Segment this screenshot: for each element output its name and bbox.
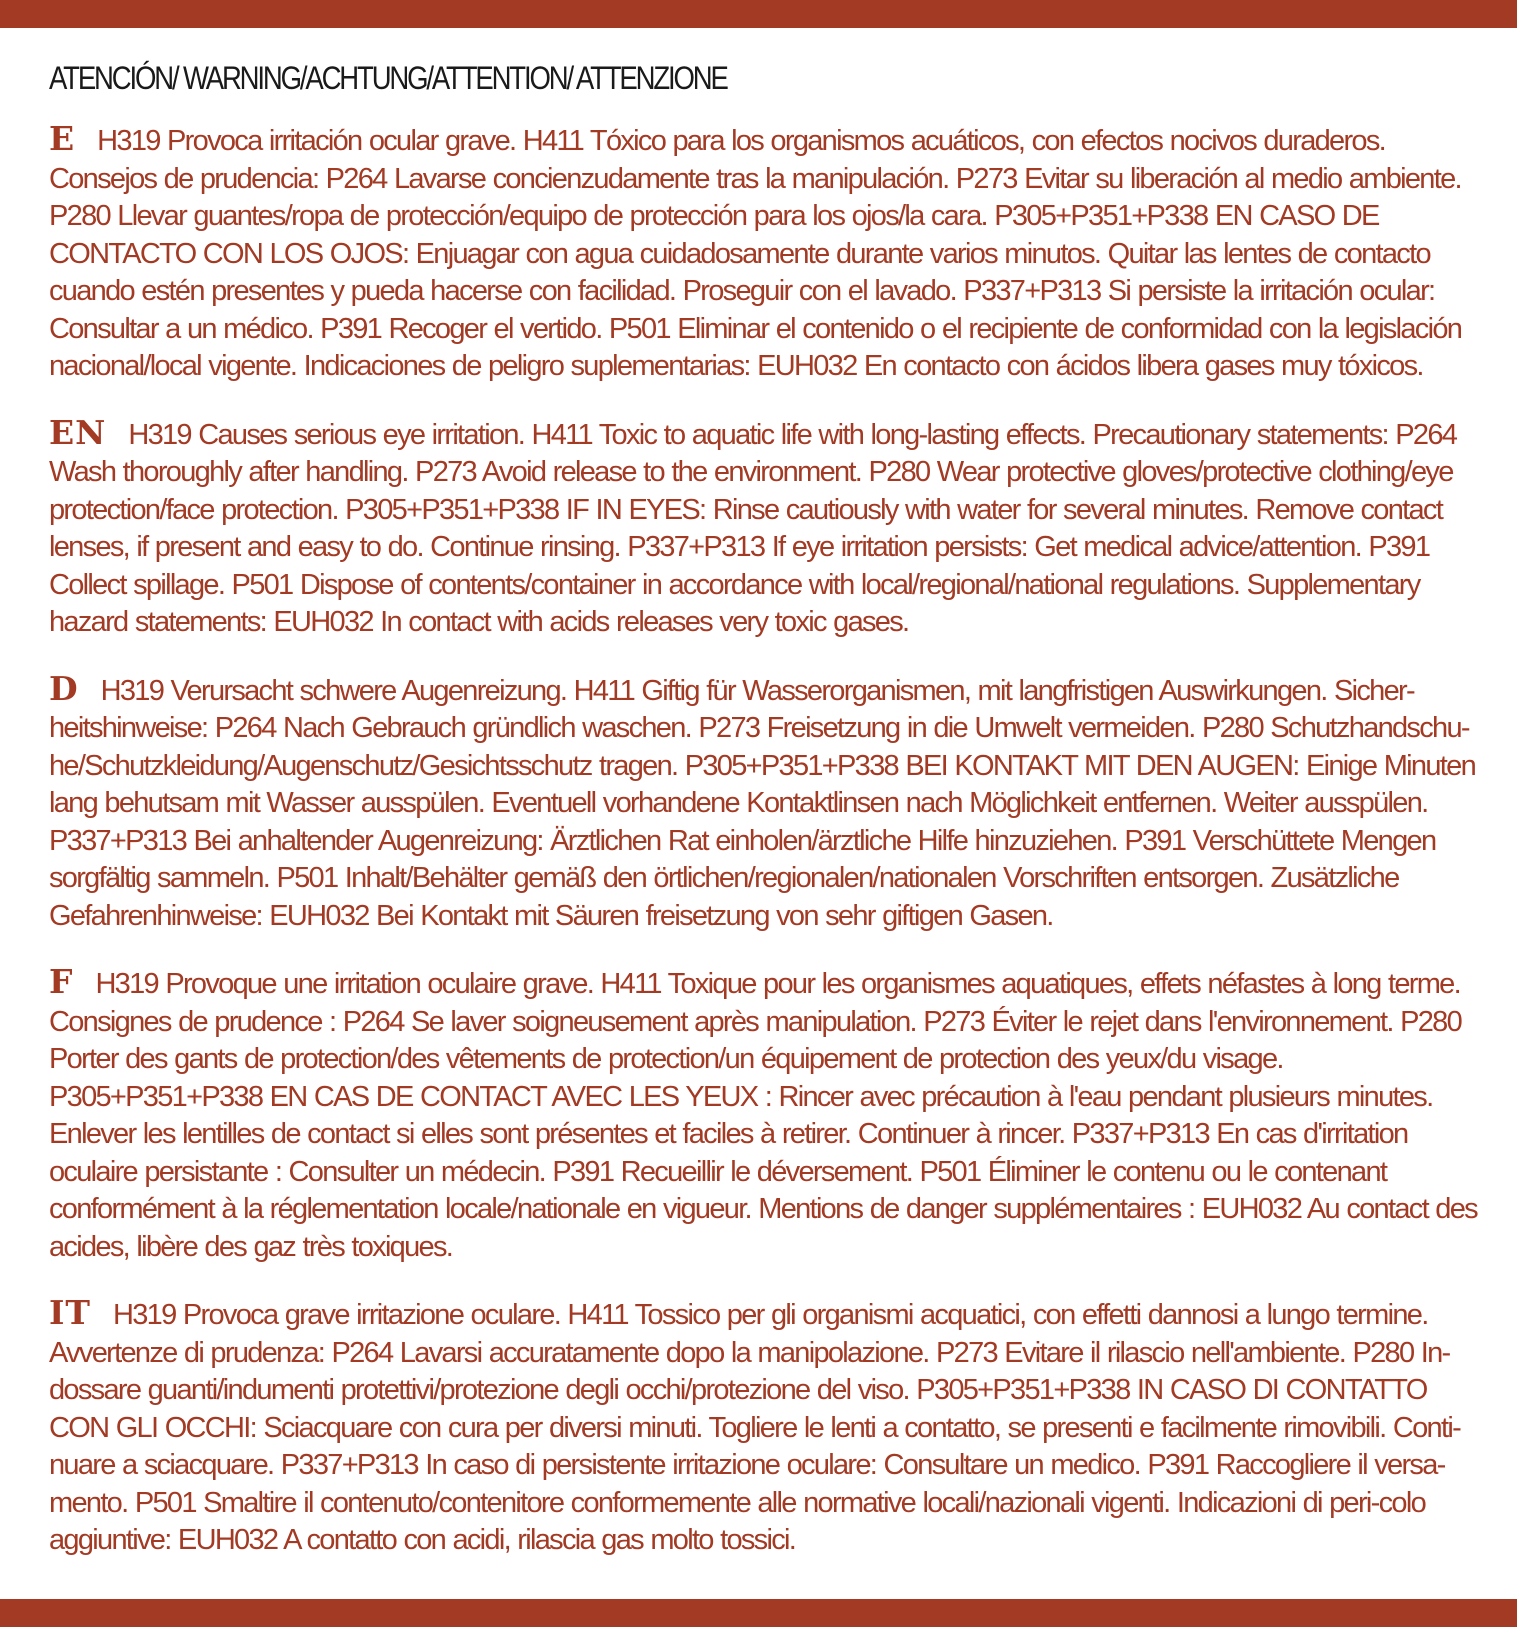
warning-heading: ATENCIÓN/ WARNING/ACHTUNG/ATTENTION/ ATTENZIONE [49, 60, 727, 96]
section-it-text: H319 Provoca grave irritazione oculare. H411 Tossico per gli organismi acquatici, con effetti dannosi a lungo termine. Avvertenze di prudenza: P264 Lavarsi accuratamente dopo la manipolazione. P273 Evitare il rilascio nell'ambiente. P280 In-dossare guanti/indumenti protettivi/protezione degli occhi/protezione del viso. P305+P351+P338 IN CASO DI CONTATTO CON GLI OCCHI: Sciacquare con cura per diversi minuti. Togliere le lenti a contatto, se presenti e facilmente rimovibili. Conti-nuare a sciacquare. P337+P313 In caso di persistente irritazione oculare: Consultare un medico. P391 Raccogliere il versa-mento. P501 Smaltire il contenuto/contenitore conformemente alle normative locali/nazionali vigenti. Indicazioni di peri-colo aggiuntive: EUH032 A contatto con acidi, rilascia gas molto tossici. [49, 1299, 1461, 1556]
section-de-text: H319 Verursacht schwere Augenreizung. H411 Giftig für Wasserorganismen, mit langfristigen Auswirkungen. Sicher-heitshinweise: P264 Nach Gebrauch gründlich waschen. P273 Freisetzung in die Umwelt vermeiden. P280 Schutzhandschu-he/Schutzkleidung/Augenschutz/Gesichtsschutz tragen. P305+P351+P338 BEI KONTAKT MIT DEN AUGEN: Einige Minuten lang behutsam mit Wasser ausspülen. Eventuell vorhandene Kontaktlinsen nach Möglichkeit entfernen. Weiter ausspülen. P337+P313 Bei anhaltender Augenreizung: Ärztlichen Rat einholen/ärztliche Hilfe hinzuziehen. P391 Verschüttete Mengen sorgfältig sammeln. P501 Inhalt/Behälter gemäß den örtlichen/regionalen/nationalen Vorschriften entsorgen. Zusätzliche Gefahrenhinweise: EUH032 Bei Kontakt mit Säuren freisetzung von sehr giftigen Gasen. [49, 674, 1475, 932]
language-tag-es: E [49, 119, 76, 158]
language-tag-it: IT [49, 1293, 91, 1332]
warning-label [49, 56, 1489, 1588]
section-de [49, 670, 1489, 936]
language-tag-de: D [49, 668, 79, 708]
top-band [0, 0, 1517, 28]
section-en-text: H319 Causes serious eye irritation. H411 Toxic to aquatic life with long-lasting effects. Precautionary statements: P264 Wash thoroughly after handling. P273 Avoid release to the environment. P280 Wear protective gloves/protective clothing/eye protection/face protection. P305+P351+P338 IF IN EYES: Rinse cautiously with water for several minutes. Remove contact lenses, if present and easy to do. Continue rinsing. P337+P313 If eye irritation persists: Get medical advice/attention. P391 Collect spillage. P501 Dispose of contents/container in accordance with local/regional/national regulations. Supplementary hazard statements: EUH032 In contact with acids releases very toxic gases. [49, 418, 1457, 638]
language-tag-fr: F [49, 962, 74, 1001]
section-fr-text: H319 Provoque une irritation oculaire grave. H411 Toxique pour les organismes aquatiques, effets néfastes à long terme. Consignes de prudence : P264 Se laver soigneusement après manipulation. P273 Éviter le rejet dans l'environnement. P280 Porter des gants de protection/des vêtements de protection/un équipement de protection des yeux/du visage. P305+P351+P338 EN CAS DE CONTACT AVEC LES YEUX : Rincer avec précaution à l'eau pendant plusieurs minutes. Enlever les lentilles de contact si elles sont présentes et faciles à retirer. Continuer à rincer. P337+P313 En cas d'irritation oculaire persistante : Consulter un médecin. P391 Recueillir le déversement. P501 Éliminer le contenu ou le contenant conformément à la réglementation locale/nationale en vigueur. Mentions de danger supplémentaires : EUH032 Au contact des acides, libère des gaz très toxiques. [49, 968, 1477, 1263]
section-it [49, 1294, 1489, 1560]
section-es-text: H319 Provoca irritación ocular grave. H411 Tóxico para los organismos acuáticos, con efectos nocivos duraderos. Consejos de prudencia: P264 Lavarse concienzudamente tras la manipulación. P273 Evitar su liberación al medio ambiente. P280 Llevar guantes/ropa de protección/equipo de protección para los ojos/la cara. P305+P351+P338 EN CASO DE CONTACTO CON LOS OJOS: Enjuagar con agua cuidadosamente durante varios minutos. Quitar las lentes de contacto cuando estén presentes y pueda hacerse con facilidad. Proseguir con el lavado. P337+P313 Si persiste la irritación ocular: Consultar a un médico. P391 Recoger el vertido. P501 Eliminar el contenido o el recipiente de conformidad con la legislación nacional/local vigente. Indicaciones de peligro suplementarias: EUH032 En contacto con ácidos libera gases muy tóxicos. [49, 125, 1462, 382]
section-es [49, 120, 1489, 386]
bottom-band [0, 1599, 1517, 1627]
section-en [49, 414, 1489, 642]
language-tag-en: EN [49, 412, 107, 452]
section-fr [49, 963, 1489, 1266]
